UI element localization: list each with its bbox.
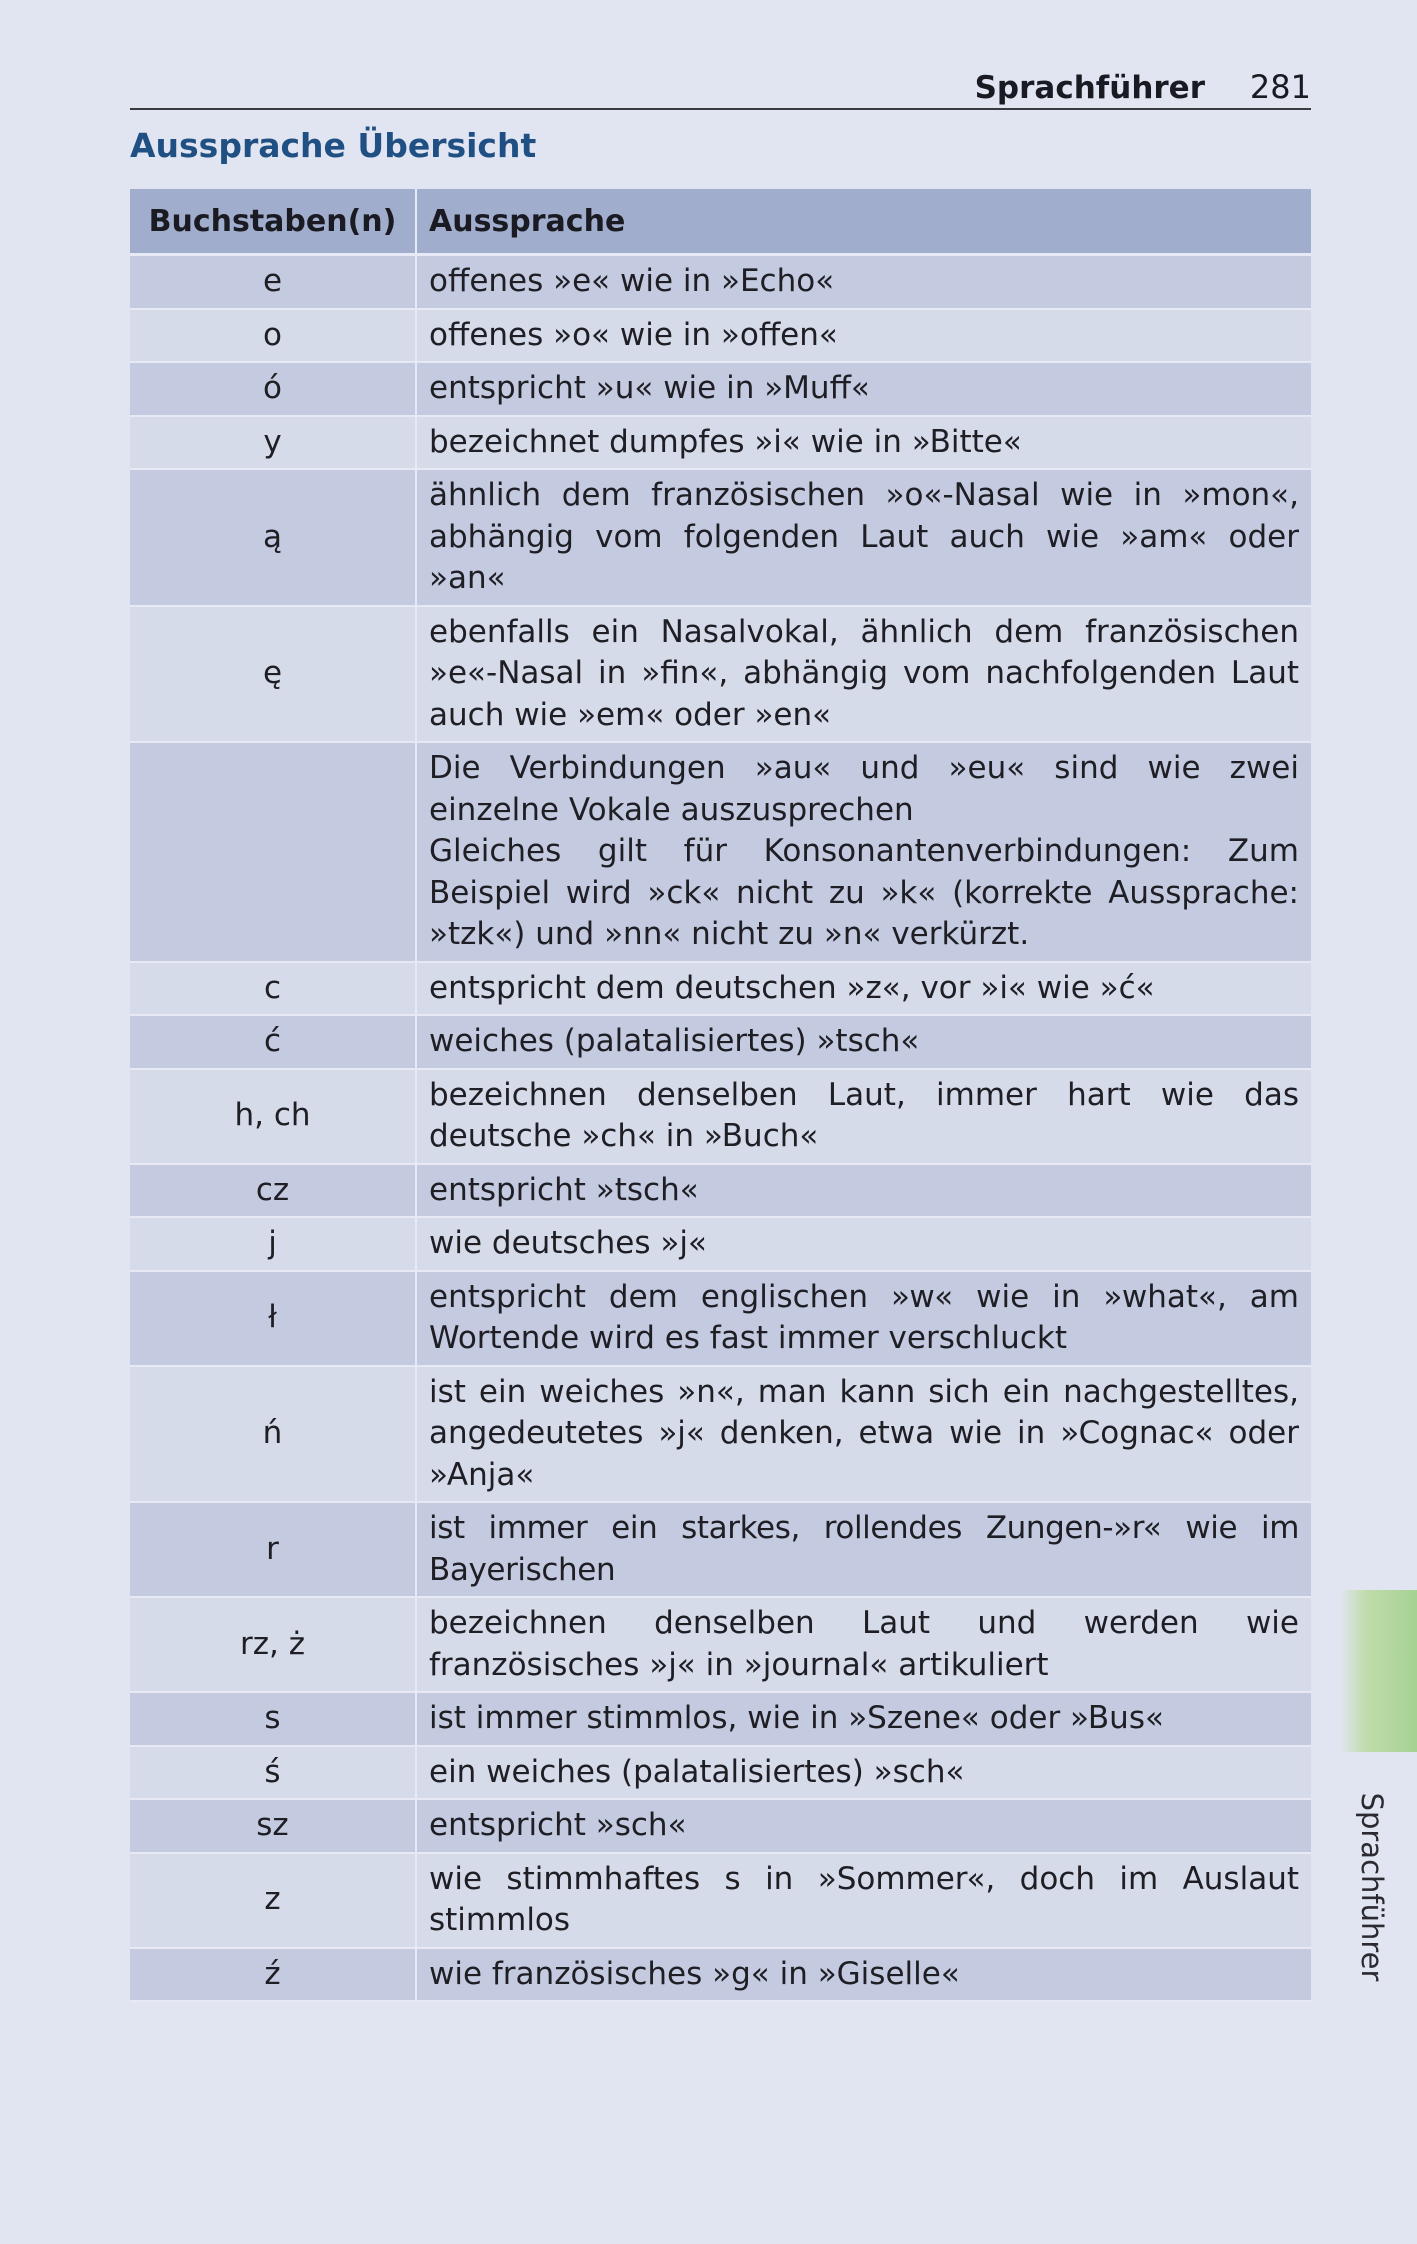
letters-cell: j bbox=[130, 1217, 416, 1271]
running-title: Sprachführer bbox=[974, 70, 1205, 106]
letters-cell: r bbox=[130, 1502, 416, 1597]
pronunciation-cell: ähnlich dem französischen »o«-Nasal wie in »mon«, abhängig vom folgenden Laut auch wie »am« oder »an« bbox=[416, 469, 1311, 606]
letters-cell: sz bbox=[130, 1799, 416, 1853]
letters-cell: y bbox=[130, 416, 416, 470]
table-row bbox=[130, 1948, 1311, 2002]
letters-cell: ł bbox=[130, 1271, 416, 1366]
pronunciation-cell: Die Verbindungen »au« und »eu« sind wie zwei einzelne Vokale auszusprechen Gleiches gilt für Konsonantenverbindungen: Zum Beispiel wird »ck« nicht zu »k« (korrekte Aussprache: »tzk«) und »nn« nicht zu »n« verkürzt. bbox=[416, 742, 1311, 962]
table-row bbox=[130, 1502, 1311, 1597]
letters-cell: ć bbox=[130, 1015, 416, 1069]
pronunciation-cell: entspricht »u« wie in »Muff« bbox=[416, 362, 1311, 416]
section-tab-marker bbox=[1340, 1590, 1417, 1752]
letters-cell: ó bbox=[130, 362, 416, 416]
letters-cell: s bbox=[130, 1692, 416, 1746]
pronunciation-cell: ist immer stimmlos, wie in »Szene« oder »Bus« bbox=[416, 1692, 1311, 1746]
letters-cell: h, ch bbox=[130, 1069, 416, 1164]
section-title: Aussprache Übersicht bbox=[130, 126, 537, 165]
pronunciation-cell: wie deutsches »j« bbox=[416, 1217, 1311, 1271]
table-row bbox=[130, 1746, 1311, 1800]
table-row bbox=[130, 1069, 1311, 1164]
pronunciation-cell: ebenfalls ein Nasalvokal, ähnlich dem französischen »e«-Nasal in »fin«, abhängig vom nachfolgenden Laut auch wie »em« oder »en« bbox=[416, 606, 1311, 743]
table-row bbox=[130, 1015, 1311, 1069]
table-row bbox=[130, 255, 1311, 309]
letters-cell: rz, ż bbox=[130, 1597, 416, 1692]
pronunciation-cell: entspricht »tsch« bbox=[416, 1164, 1311, 1218]
pronunciation-cell: entspricht dem englischen »w« wie in »what«, am Wortende wird es fast immer verschluckt bbox=[416, 1271, 1311, 1366]
table-row bbox=[130, 1217, 1311, 1271]
table-row bbox=[130, 742, 1311, 962]
table-row bbox=[130, 1271, 1311, 1366]
table-row bbox=[130, 1366, 1311, 1503]
column-header-pronunciation: Aussprache bbox=[416, 189, 1311, 255]
page-number: 281 bbox=[1249, 68, 1311, 106]
pronunciation-cell: offenes »e« wie in »Echo« bbox=[416, 255, 1311, 309]
pronunciation-table bbox=[130, 189, 1311, 2002]
table-row bbox=[130, 606, 1311, 743]
letters-cell: z bbox=[130, 1853, 416, 1948]
table-row bbox=[130, 416, 1311, 470]
table-row bbox=[130, 362, 1311, 416]
pronunciation-cell: ist immer ein starkes, rollendes Zungen-»r« wie im Bayerischen bbox=[416, 1502, 1311, 1597]
pronunciation-cell: offenes »o« wie in »offen« bbox=[416, 309, 1311, 363]
table-row bbox=[130, 1164, 1311, 1218]
letters-cell: ś bbox=[130, 1746, 416, 1800]
letters-cell: o bbox=[130, 309, 416, 363]
table-row bbox=[130, 1853, 1311, 1948]
pronunciation-cell: weiches (palatalisiertes) »tsch« bbox=[416, 1015, 1311, 1069]
table-row bbox=[130, 1799, 1311, 1853]
letters-cell: ź bbox=[130, 1948, 416, 2002]
pronunciation-cell: bezeichnet dumpfes »i« wie in »Bitte« bbox=[416, 416, 1311, 470]
pronunciation-cell: wie stimmhaftes s in »Sommer«, doch im Auslaut stimmlos bbox=[416, 1853, 1311, 1948]
table-row bbox=[130, 1692, 1311, 1746]
letters-cell: ń bbox=[130, 1366, 416, 1503]
column-header-letters: Buchstaben(n) bbox=[130, 189, 416, 255]
table-header-row bbox=[130, 189, 1311, 255]
letters-cell: ę bbox=[130, 606, 416, 743]
table-row bbox=[130, 469, 1311, 606]
page-header bbox=[130, 62, 1311, 110]
pronunciation-cell: entspricht dem deutschen »z«, vor »i« wie »ć« bbox=[416, 962, 1311, 1016]
table-row bbox=[130, 309, 1311, 363]
letters-cell: e bbox=[130, 255, 416, 309]
pronunciation-cell: ein weiches (palatalisiertes) »sch« bbox=[416, 1746, 1311, 1800]
pronunciation-cell: ist ein weiches »n«, man kann sich ein nachgestelltes, angedeutetes »j« denken, etwa wie in »Cognac« oder »Anja« bbox=[416, 1366, 1311, 1503]
pronunciation-cell: wie französisches »g« in »Giselle« bbox=[416, 1948, 1311, 2002]
pronunciation-cell: bezeichnen denselben Laut und werden wie französisches »j« in »journal« artikuliert bbox=[416, 1597, 1311, 1692]
side-section-label bbox=[1352, 1792, 1392, 1982]
letters-cell: ą bbox=[130, 469, 416, 606]
letters-cell: c bbox=[130, 962, 416, 1016]
letters-cell: cz bbox=[130, 1164, 416, 1218]
table-row bbox=[130, 962, 1311, 1016]
pronunciation-cell: bezeichnen denselben Laut, immer hart wie das deutsche »ch« in »Buch« bbox=[416, 1069, 1311, 1164]
side-section-label-text: Sprachführer bbox=[1355, 1792, 1389, 1982]
pronunciation-cell: entspricht »sch« bbox=[416, 1799, 1311, 1853]
letters-cell bbox=[130, 742, 416, 962]
table-row bbox=[130, 1597, 1311, 1692]
